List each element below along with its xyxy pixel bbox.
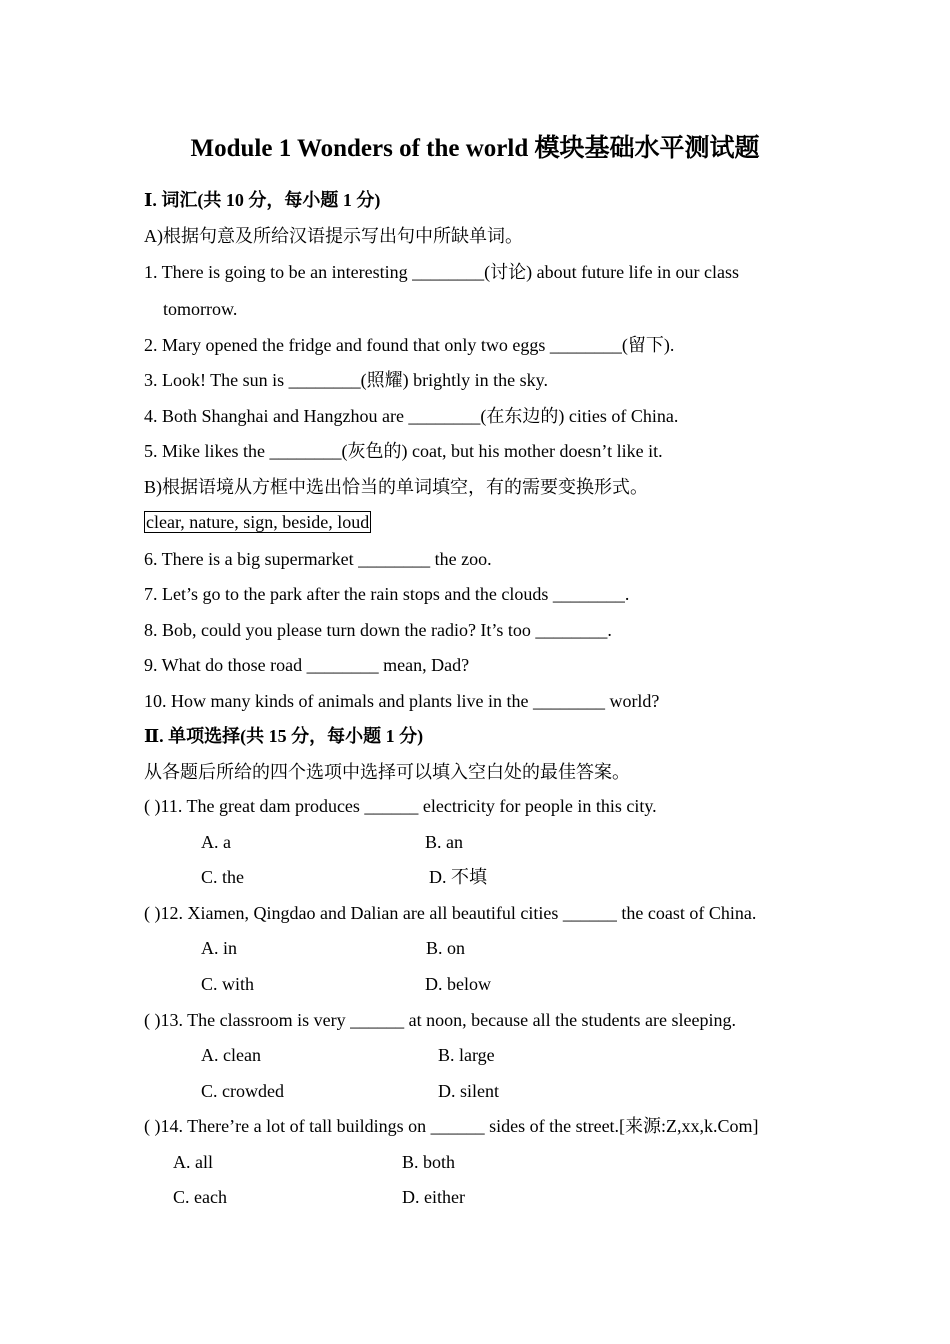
q13-option-b: B. large [438, 1045, 495, 1065]
q14-option-d: D. either [402, 1187, 465, 1207]
part-a-instruction: A)根据句意及所给汉语提示写出句中所缺单词。 [144, 226, 523, 246]
q12-option-d: D. below [425, 974, 491, 994]
q12-option-b: B. on [426, 938, 466, 958]
question-1: 1. There is going to be an interesting ________(讨论) about future life in our class [144, 262, 740, 282]
q11-option-c: C. the [201, 867, 244, 887]
q11-option-b: B. an [425, 832, 463, 852]
section-1-heading: Ⅰ. 词汇(共 10 分，每小题 1 分) [144, 190, 381, 210]
section-2-heading: Ⅱ. 单项选择(共 15 分，每小题 1 分) [144, 726, 424, 746]
q14-option-b: B. both [402, 1152, 456, 1172]
page-title: Module 1 Wonders of the world 模块基础水平测试题 [190, 135, 760, 162]
q14-option-a: A. all [173, 1152, 213, 1172]
question-7: 7. Let’s go to the park after the rain stops and the clouds ________. [144, 584, 630, 604]
part-b-instruction: B)根据语境从方框中选出恰当的单词填空，有的需要变换形式。 [144, 477, 648, 497]
q13-option-a: A. clean [201, 1045, 261, 1065]
q12-option-a: A. in [201, 938, 237, 958]
question-9: 9. What do those road ________ mean, Dad? [144, 655, 470, 675]
question-5: 5. Mike likes the ________(灰色的) coat, but his mother doesn’t like it. [144, 441, 663, 461]
question-6: 6. There is a big supermarket ________ the zoo. [144, 549, 492, 569]
question-2: 2. Mary opened the fridge and found that only two eggs ________(留下). [144, 335, 675, 355]
question-14: ( )14. There’re a lot of tall buildings on ______ sides of the street.[来源:Z,xx,k.Com] [144, 1116, 759, 1136]
section-2-instruction: 从各题后所给的四个选项中选择可以填入空白处的最佳答案。 [144, 762, 630, 782]
q13-option-c: C. crowded [201, 1081, 284, 1101]
question-11: ( )11. The great dam produces ______ electricity for people in this city. [144, 796, 657, 816]
q11-option-a: A. a [201, 832, 231, 852]
q14-option-c: C. each [173, 1187, 227, 1207]
question-4: 4. Both Shanghai and Hangzhou are ________(在东边的) cities of China. [144, 406, 679, 426]
q11-option-d: D. 不填 [429, 867, 487, 887]
word-box: clear, nature, sign, beside, loud [146, 512, 370, 532]
question-12: ( )12. Xiamen, Qingdao and Dalian are all beautiful cities ______ the coast of China. [144, 903, 757, 923]
question-8: 8. Bob, could you please turn down the radio? It’s too ________. [144, 620, 612, 640]
q13-option-d: D. silent [438, 1081, 499, 1101]
q12-option-c: C. with [201, 974, 255, 994]
question-10: 10. How many kinds of animals and plants live in the ________ world? [144, 691, 660, 711]
question-3: 3. Look! The sun is ________(照耀) brightly in the sky. [144, 370, 548, 390]
question-1-continued: tomorrow. [163, 299, 238, 319]
question-13: ( )13. The classroom is very ______ at noon, because all the students are sleeping. [144, 1010, 737, 1030]
